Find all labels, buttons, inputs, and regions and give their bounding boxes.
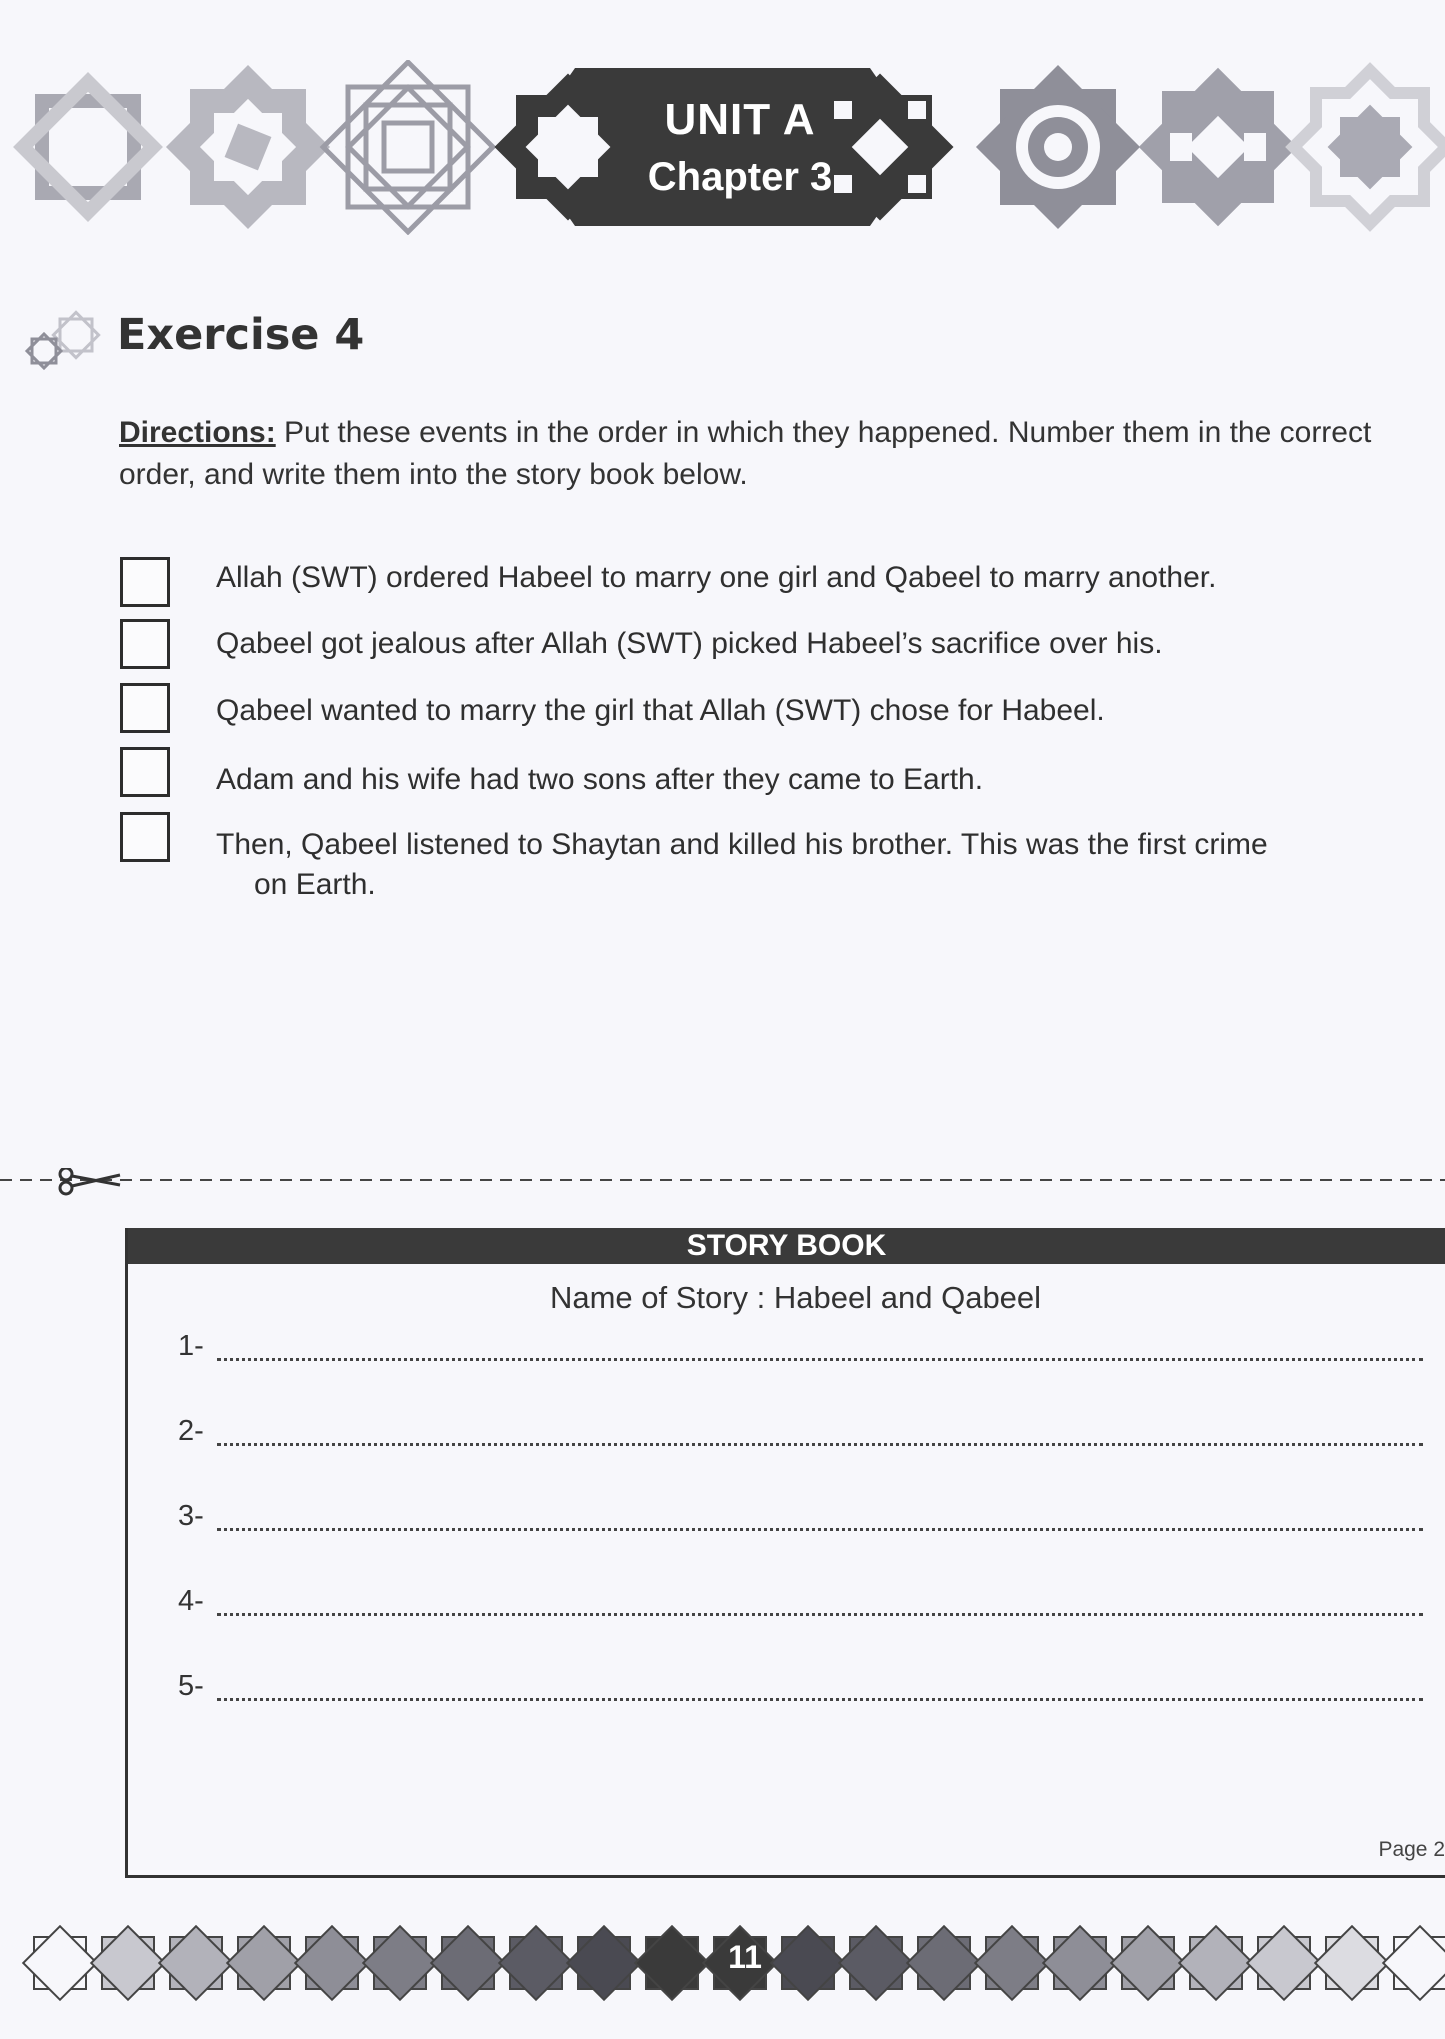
story-line[interactable] xyxy=(178,1500,1423,1540)
story-line-number: 4- xyxy=(178,1585,204,1617)
event-text: Qabeel got jealous after Allah (SWT) picked Habeel’s sacrifice over his. xyxy=(216,627,1163,660)
story-line-number: 1- xyxy=(178,1330,204,1362)
story-line-dots xyxy=(217,1528,1423,1531)
story-line-dots xyxy=(217,1698,1423,1701)
event-text: Adam and his wife had two sons after they came to Earth. xyxy=(216,763,984,796)
story-line[interactable] xyxy=(178,1585,1423,1625)
page-label: Page 2 xyxy=(1378,1838,1445,1861)
event-text: Qabeel wanted to marry the girl that Allah (SWT) chose for Habeel. xyxy=(216,694,1105,727)
event-number-box[interactable] xyxy=(120,619,170,669)
directions-text: Put these events in the order in which they happened. Number them in the correct order, and write them into the story book below. xyxy=(119,416,1372,491)
event-number-box[interactable] xyxy=(120,747,170,797)
directions-label: Directions: xyxy=(119,416,276,449)
event-text-line: Then, Qabeel listened to Shaytan and killed his brother. This was the first crime xyxy=(216,828,1268,861)
story-line-number: 3- xyxy=(178,1500,204,1532)
cut-line xyxy=(0,1168,1445,1198)
story-line[interactable] xyxy=(178,1330,1423,1370)
story-line-dots xyxy=(217,1443,1423,1446)
story-line-dots xyxy=(217,1358,1423,1361)
exercise-title: Exercise 4 xyxy=(117,310,365,360)
star-ornament-icon xyxy=(22,305,102,380)
directions xyxy=(119,412,1379,496)
event-text: Allah (SWT) ordered Habeel to marry one girl and Qabeel to marry another. xyxy=(216,561,1217,594)
story-name: Name of Story : Habeel and Qabeel xyxy=(549,1280,1042,1315)
story-line-dots xyxy=(217,1613,1423,1616)
story-line-number: 5- xyxy=(178,1670,204,1702)
story-line-number: 2- xyxy=(178,1415,204,1447)
ornament-pattern-icon xyxy=(0,60,1445,235)
story-line[interactable] xyxy=(178,1415,1423,1455)
page-number: 11 xyxy=(728,1939,762,1975)
event-text xyxy=(216,825,1366,905)
event-number-box[interactable] xyxy=(120,812,170,862)
chapter-title: Chapter 3 xyxy=(647,155,833,199)
event-number-box[interactable] xyxy=(120,557,170,607)
unit-title: UNIT A xyxy=(664,95,816,144)
story-book-header: STORY BOOK xyxy=(128,1228,1445,1264)
event-text-line: on Earth. xyxy=(254,868,376,901)
event-number-box[interactable] xyxy=(120,683,170,733)
story-book xyxy=(125,1228,1445,1878)
story-line[interactable] xyxy=(178,1670,1423,1710)
header-ornament-band xyxy=(0,60,1445,235)
